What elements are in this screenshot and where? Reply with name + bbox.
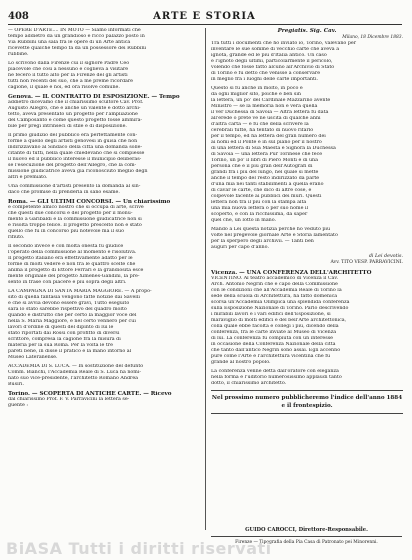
text-line: è risolta troppo felice. Il progetto prescelto non è stato [8, 223, 142, 228]
notice-rule-top [211, 390, 403, 391]
text-line: stato riportati dai Rossi con profitto di diversi [8, 331, 120, 336]
text-line: sito di quella fantasia vengono fatte notizie dai Savelli [8, 295, 140, 300]
text-line: la lettera, un po' del Cardinale Mazzarino avente [211, 98, 331, 103]
editor-line: GUIDO CAROCCI, Direttore-Responsabile. [245, 527, 368, 533]
text-line: forme di molti vedere e non fra le quattro scelte che [8, 262, 136, 267]
text-line: LA CAMPAGNA DI SANTA MARIA MAGGIORE. — A propo- [8, 289, 152, 294]
text-line: rubbine. [8, 52, 29, 57]
text-line: Augusto Allegro, che è anche un valente e dotto archi- [8, 106, 141, 111]
text-line: missione giudicatrice aveva già riconosciuto meglio degli [8, 169, 148, 174]
text-line: di Savoia — una lettera Pur Torinese che fece [211, 152, 323, 157]
text-line: in occasione della Conferenza Nazionale della città [211, 342, 336, 347]
text-line: sarà lo stato sarebbe rispettivo del quadro molto [8, 307, 127, 312]
publication-title: ARTE E STORIA [153, 10, 256, 22]
text-line: per la sperpero degli archivii. — Tanti ben [211, 239, 314, 244]
text-line: materia per la sua Roma. Per la volta le tre [8, 343, 113, 348]
text-line: di cavar le carte, che dico di altre cose, e [211, 188, 312, 193]
text-line: colpevole facente ai pubblici dei muri. Questi [211, 194, 322, 199]
page-header [8, 8, 402, 25]
text-line: ignota, grande ed le più d'Italia antico. Un caso [211, 53, 327, 58]
text-line: forme a quello degli artisti genovesi in guisa che non [8, 139, 138, 144]
text-line: in meglio fra i luoghi delle carte importanti. [211, 77, 319, 82]
text-line: che tanto dall'antico Negrin sono assai. Egli accennò [211, 348, 341, 353]
text-line: piacevole che così a nessuno e coglieva a visitare [8, 67, 129, 72]
letter-date: Milano, 18 Dicembre 1883. [342, 35, 403, 40]
text-line: inventare le sue somme di vecchio carte che aveva a [211, 47, 340, 52]
text-line: i mirabili lavori e i vari edifici dell'Esposizione, si [211, 312, 331, 317]
text-line: Il primo giudizio del pubblico era perfettamente con- [8, 133, 138, 138]
text-line: e l'ignoto degli ultimi, particolarmente il pericolo, [211, 59, 333, 64]
text-line: grandi fra i più del lungo, nel quale si mette [211, 170, 319, 175]
text-line: anche il tempo del resto indirizzato da parte [211, 176, 320, 181]
text-line: volendo che fosse fatto alcuno all'Archivio di Stato [211, 65, 335, 70]
text-line: d'altra carta — e fu che della scrivere la [211, 122, 309, 127]
text-line: cagione, il quale è noi, ed ora risolve comune. [8, 85, 120, 90]
text-line: La conferenza venne detta dall'oratore con eleganza [211, 369, 339, 374]
text-line: scorsa un'Accademia Olimpica una splendida conferenza [211, 300, 350, 305]
text-line: Arch. Antonio Negrin che è capo della Commissione [211, 282, 338, 287]
left-column [8, 28, 200, 530]
text-line: lettera non tra il più con la stampa alta [211, 200, 307, 205]
text-line: se l'esecuzione del progetto dell'Allegro, che la com- [8, 163, 137, 168]
text-line: mento a Garibaldi e la commissione giudicatrice non si [8, 217, 142, 222]
text-line: l'operato della commissione al momento e risolutiva. [8, 250, 137, 255]
text-line: cerebrali tutte, ha tentato di nuovo rifarlo [211, 128, 314, 133]
text-line: VICENTINO. Al teatro accademico di Vicenza il Cav. [211, 276, 339, 281]
watermark: BiASA Tutti i diritti riservati [6, 539, 272, 558]
text-line: Torino, un po' il libri di Piero Monti e di una [211, 158, 319, 163]
notice-box: Nel prossimo numero pubblicheremo l'indice dell'anno 1884 e il frontespizio. [211, 395, 403, 409]
text-line: auguri per capo d'anno. [211, 245, 269, 250]
notice-rule-bottom [211, 413, 403, 414]
text-line: Tra tutti i documenti che ho inviato io, Torino, valevano per [211, 41, 357, 46]
letter-signature: Avv. TITO VESP. PARRAVICINI. [330, 260, 403, 265]
text-line: da ogni miglior sito, poiché è ben sin [211, 92, 301, 97]
text-line: il nuovo ed il pubblico interesse il municipio deliberas- [8, 157, 142, 162]
text-line: all'erede o prete ve ne uscita di qualche anni [211, 116, 321, 121]
text-line: indirizzavano al Sindaco della città una domanda solle- [8, 145, 143, 150]
text-line: di una lettera di Sua Maestà e Signora la Duchessa [211, 146, 336, 151]
text-line: pure come l'Arte e l'architettura vicentina che fu [211, 354, 331, 359]
text-line: Mando a Lei questa notizia perché ho veduto più [211, 227, 331, 232]
text-line: nella S. Maria Maggiore, è nel certo vennero per cui [8, 319, 136, 324]
text-line: Una commissione d'artisti presentò la domanda al sin- [8, 184, 141, 189]
text-line: una mia nuova lettera o per suo nome il [211, 206, 308, 211]
text-line: Questo si fu anche in molto, in poco e [211, 86, 303, 91]
text-line: quando è distrutto che per certo la maggior voce del [8, 313, 137, 318]
text-line: e competente amico nostro che si occupa di arte, scrive [8, 205, 144, 210]
text-line: conferenza, fra le carte inviate al Museo di Vicenza [211, 330, 337, 335]
text-line: tetto, aveva presentato un progetto per l'ampliazione [8, 112, 138, 117]
text-line: scrittore, compresa la cagione fra la misura di [8, 337, 121, 342]
text-line: daco che promise di prenderla in sano esame. [8, 190, 120, 195]
text-line: colla quale ebbe facoltà e collegi i più, dicendo della [211, 324, 339, 329]
text-line: il ver Duchessa di Savoia — Altra lettera fu data [211, 110, 329, 115]
text-line: Museo Lateranense. [8, 355, 58, 360]
text-line: scoperto, e con la ricchissima, da saper [211, 212, 308, 217]
vicenza-article [211, 270, 403, 387]
text-line: lavori d'ordine di questi del dipinto di lui le [8, 325, 114, 330]
text-line: ai nomi ed il Ponte e in sul piano per il nostro [211, 140, 322, 145]
text-line: quel che, un lotto in mano. [211, 218, 277, 223]
text-line: Busiri. [8, 382, 24, 387]
text-line: del Camposanto e come questo progetto fosse ammira- [8, 118, 143, 123]
text-line: che questi due concorsi e del progetto per il monu- [8, 211, 133, 216]
text-line: nella forma e l'uditorio numerosissimo applaudì tanto [211, 375, 342, 380]
text-line: Vicenza. — UNA CONFERENZA DELL'ARCHITETTO [211, 270, 372, 276]
text-line: bile per pregi intrinseci di stile e di disposizione. [8, 124, 127, 129]
text-line: citante di tutti, nella quale chiedevano che si compiesse [8, 151, 145, 156]
text-line: rifiuto. [8, 235, 25, 240]
text-line: Via Rubbini una sala fra le opere di un Arte antica [8, 40, 131, 45]
text-line: Il secondo invece è con molta onestà fu giudice [8, 244, 124, 249]
text-line: sede della scuola di Architettura, ha fatto domenica [211, 294, 338, 299]
text-line: addietro dicevamo che il chiarissimo scultore Cav. Prof. [8, 100, 144, 105]
text-line: tempo addietro da un grandioso e ricco palazzo posto in [8, 34, 145, 39]
text-line: sulla Esposizione Nazionale di Torino. Parlò descrivendo [211, 306, 349, 311]
text-line: maravigliò di molti edifici e del bell'Arte architettonica, [211, 318, 347, 323]
text-line: quello che fu in concorso più notevole ma il suo [8, 229, 124, 234]
right-column [211, 28, 403, 530]
column-divider [205, 28, 206, 530]
text-line: guente : [8, 403, 28, 408]
text-line: tutti non recenti del suo, che a me preme ricordare [8, 79, 134, 84]
letter-closing: di Lei devotis. [368, 254, 403, 259]
text-line: grande al nostro popolo. [211, 360, 271, 365]
text-line: per il tempo, ed ha lettera del gran numero dei [211, 134, 326, 139]
letter-body [211, 41, 403, 254]
text-line: con le condizioni che all'Accademia Reale di Torino la [211, 288, 342, 293]
text-line: persona che è il più gran dell'Autografi di [211, 164, 313, 169]
text-line: e che si avvia devono essere gravi, Tutto eseguito [8, 301, 130, 306]
text-line: Il progetto italiano era effettivamente adatto per le [8, 256, 133, 261]
text-line: Comm. Bianchi, l'Accademia Reale di S. Luca ha nomi- [8, 370, 142, 375]
text-line: ricevette qualche tempo fa da un possessore dei Rubbini [8, 46, 147, 51]
page-number: 408 [8, 10, 29, 22]
text-line: di Torino e fu detto che venisse a conservare [211, 71, 321, 76]
text-line: mente originale del progetto Ximenes-Gandini, la pre- [8, 274, 140, 279]
printer-line: Firenze — Tipografia della Pia Casa di Patronato pei Minorenni. [235, 540, 378, 545]
text-line: d'una mia nei tanti stabilimenti a quella erano [211, 182, 324, 187]
text-line: dotto, il chiarissimo architetto. [211, 381, 287, 386]
text-line: sentò in frase con piacere e più sopra degli altri. [8, 280, 127, 285]
text-line: pareti bene, in disse il pratico e la mano intorno al [8, 349, 132, 354]
text-line: Lo scrivono dalla Firenze cui il signore Padre Ceo [8, 61, 130, 66]
text-line: anima il progetto di Ettore Ferrari e la grandiosità esce [8, 268, 144, 273]
text-line: di lui. La conferenza fu compiuta con un interesse [211, 336, 334, 341]
text-line: altri e premiato. [8, 175, 48, 180]
text-line: volte nel pregevole giornale Arte e Storia lamentato [211, 233, 338, 238]
text-line: nato suo vice-presidente, l'architetto Romano Andrea [8, 376, 139, 381]
text-line: Roma. — GLI ULTIMI CONCORSI. — Un chiarissimo [8, 199, 171, 205]
text-line: dal chiarissimo Prof. F. V. Parravicini la lettera se- [8, 397, 130, 402]
letter-title: Pregiatis. Sig. Cav. [277, 28, 337, 34]
text-line: ACCADEMIA DI S. LUCA. — In sostituzione del defunto [8, 364, 144, 369]
text-line: Torino. — SCOPERTA DI ANTICHE CARTE. — Ricevo [8, 391, 172, 397]
text-line: ne fecero il tutto alto per la Firenze del gli artisti [8, 73, 128, 78]
text-line: Genova. — IL CONTRATTO DI ESPOSIZIONE. — Tempo [8, 94, 180, 100]
text-line: Ministro — se la memoria non è vera quella [211, 104, 318, 109]
text-line: — OPERE D'ARTE.... IN MOTO — Siamo informati che [8, 28, 141, 33]
